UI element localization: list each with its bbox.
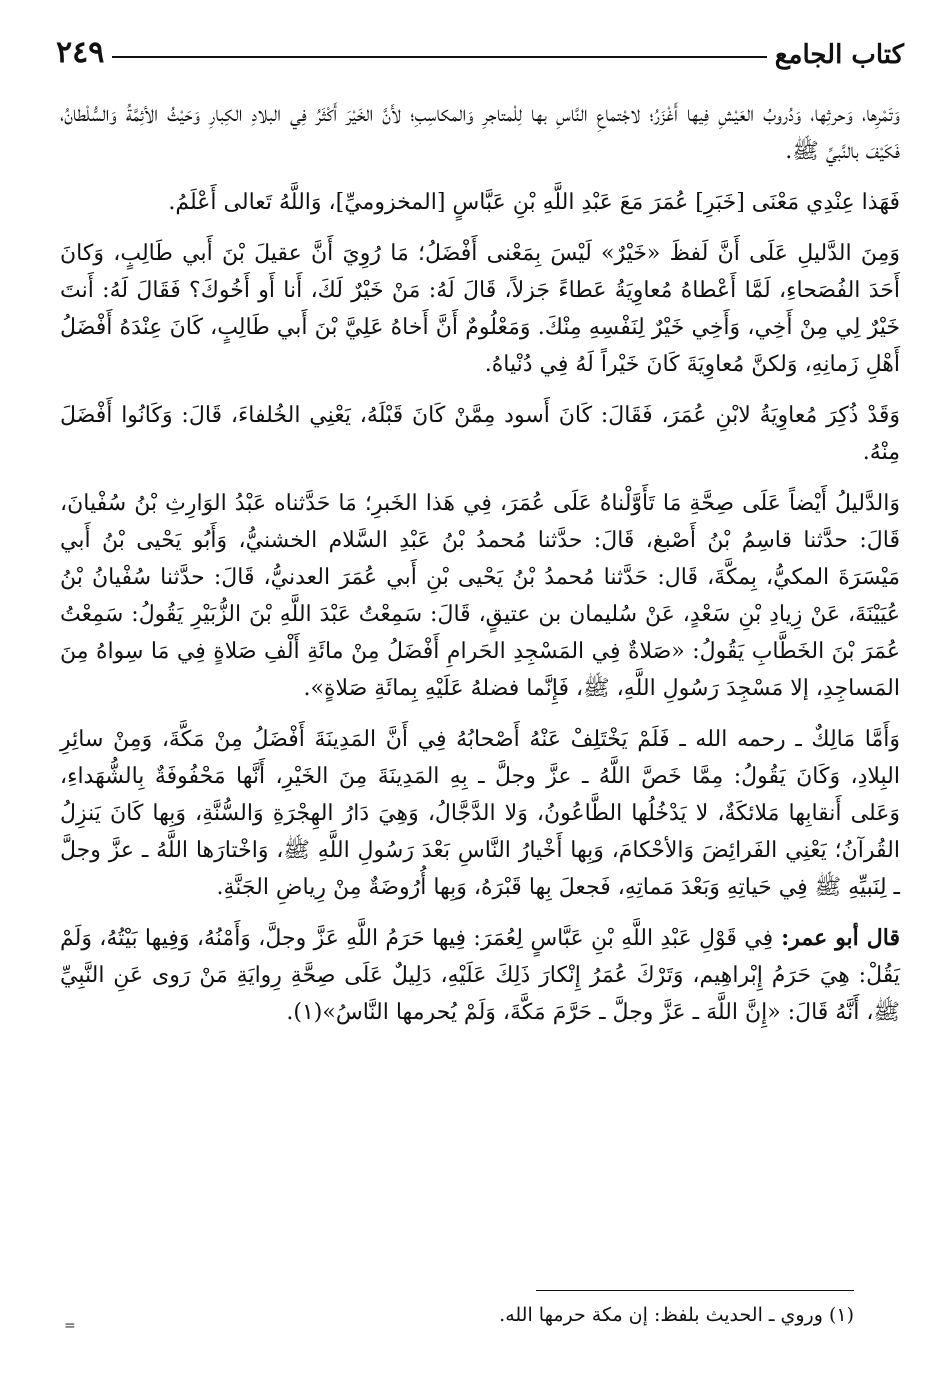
paragraph: وَقَدْ ذُكِرَ مُعاوِيَةُ لابْنِ عُمَرَ، فَقَالَ: كَانَ أَسود مِمَّنْ كَانَ قَبْلَهُ، يَعْنِي الخُلفاءَ، قَالَ: وَكَانُوا أَفْضَلَ مِنْهُ. xyxy=(60,403,900,465)
paragraph: وَأَمَّا مَالِكٌ ـ رحمه الله ـ فَلَمْ يَخْتَلِفْ عَنْهُ أَصْحابُهُ فِي أَنَّ المَدِينَةَ أَفْضَلُ مِنْ مَكَّةَ، وَمِنْ سائِرِ البِلادِ، وَكَانَ يَقُولُ: مِمَّا خَصَّ اللَّهُ ـ عزَّ وجلَّ ـ بِهِ المَدِينَةَ مِنَ الخَيْرِ، أَنَّها مَحْفُوفَةٌ بِالشُّهَداءِ، وَعَلى أَنقابِها مَلائكَةٌ، لا يَدْخُلُها الطَّاعُونُ، وَلا الدَّجَّالُ، وَهِيَ دَارُ الهِجْرَةِ وَالسُّنَّةِ، وَبِها كَانَ يَنزِلُ القُرآنُ؛ يَعْنِي الفَرائِضَ وَالأحْكامَ، وَبِها أَخْيارُ النَّاسِ بَعْدَ رَسُولِ اللَّهِ ﷺ، وَاخْتارَها اللَّهُ ـ عزَّ وجلَّ ـ لِنَبيِّهِ ﷺ فِي حَياتِهِ وَبَعْدَ مَماتِهِ، فَجعلَ بِها قَبْرَهُ، وَبِها أُرُوضَةٌ مِنْ رِياضِ الجَنَّةِ. xyxy=(60,727,900,900)
header-rule xyxy=(112,56,766,58)
paragraph: فَهَذا عِنْدِي مَعْنَى [خَبَرِ] عُمَرَ مَعَ عَبْدِ اللَّهِ بْنِ عَبَّاسٍ [المخزوميِّ]، وَاللَّهُ تَعالى أَعْلَمُ. xyxy=(168,190,900,215)
book-title: كتاب الجامع xyxy=(774,40,904,70)
paragraph: وَتَمْرِها، وَحرثِها، وَدُروبُ العَيْشِ فِيها أَغْزَرُ؛ لاجْتماعِ النَّاسِ بها لِلْمتاجرِ وَالمكاسِبِ؛ لأَنَّ الخَيْرَ أَكْثَرُ فِي البلادِ الكِبارِ وَحَيْثُ الأئِمَّةُ وَالسُّلْطانُ، فَكَيْفَ بالنَّبيِّ ﷺ. xyxy=(60,102,900,164)
margin-mark: = xyxy=(64,1318,76,1334)
footnote-separator xyxy=(536,1290,854,1291)
paragraph: قال أبو عمر: فِي قَوْلِ عَبْدِ اللَّهِ بْنِ عَبَّاسٍ لِعُمَرَ: فِيها حَرَمُ اللَّهِ عَزَّ وجلَّ، وَأَمْنُهُ، وَفِيها بَيْتُهُ، وَلَمْ يَقُلْ: هِيَ حَرَمُ إِبْراهِيم، وَتَرْكَ عُمَرُ إِنْكارَ ذَلِكَ عَلَيْهِ، دَلِيلٌ عَلَى صِحَّةِ رِوايَةِ مَنْ رَوى عَنِ النَّبِيِّ ﷺ، أَنَّهُ قَالَ: «إِنَّ اللَّهَ ـ عَزَّ وجلَّ ـ حَرَّمَ مَكَّةَ، وَلَمْ يُحرمها النَّاسُ»(١). xyxy=(60,925,900,1025)
paragraph: وَمِنَ الدَّليلِ عَلَى أَنَّ لَفظَ «خَيْرٌ» لَيْسَ بِمَعْنى أَفْضَلُ؛ مَا رُوِيَ أَنَّ عقيلَ بْنَ أَبي طَالِبٍ، وَكانَ أَحَدَ الفُصَحاءِ، لَمَّا أَعْطاهُ مُعاوِيَةُ عَطاءً جَزلاً، قَالَ لَهُ: مَنْ خَيْرٌ لَكَ، أَنا أَو أَخُوكَ؟ فَقَالَ لَهُ: أَنتَ خَيْرٌ لِي مِنْ أَخِي، وَأَخِي خَيْرٌ لِنَفْسِهِ مِنْكَ. وَمَعْلُومٌ أَنَّ أَخاهُ عَلِيَّ بْنَ أَبي طَالِبٍ، كَانَ عِنْدَهُ أَفْضَلُ أَهْلِ زَمانِهِ، وَلكنَّ مُعاوِيَةَ كَانَ خَيْراً لَهُ فِي دُنْياهُ. xyxy=(60,241,900,377)
page-number: ٢٤٩ xyxy=(56,35,105,70)
running-header xyxy=(56,22,904,70)
page-body xyxy=(60,96,900,1045)
paragraph: وَالدَّليلُ أَيْضاً عَلَى صِحَّةِ مَا تَأَوَّلْناهُ عَلَى عُمَرَ، فِي هَذا الخَبرِ؛ مَا حَدَّثناه عَبْدُ الوَارِثِ بْنُ سُفْيانَ، قَالَ: حدَّثنا قاسِمُ بْنُ أَصْبغ، قَالَ: حدَّثنا مُحمدُ بْنُ عَبْدِ السَّلام الخشنيُّ، وَأَبُو يَحْيى بْنُ أَبي مَيْسَرَةَ المكيُّ، بِمكَّةَ، قَال: حَدَّثنا مُحمدُ بْنُ يَحْيى بْنِ أَبي عُمَرَ العدنيُّ، قَالَ: حدَّثنا سُفْيانُ بْنُ عُيَيْنَةَ، عَنْ زِيادِ بْنِ سَعْدٍ، عَنْ سُليمان بن عتيقٍ، قَالَ: سَمِعْتُ عَبْدَ اللَّهِ بْنَ الزُّبَيْرِ يَقُولُ: سَمِعْتُ عُمَرَ بْنَ الخَطَّابِ يَقُولُ: «صَلاةٌ فِي المَسْجِدِ الحَرامِ أَفْضَلُ مِنْ مائَةِ أَلْفِ صَلاةٍ فِي مَا سِواهُ مِنَ المَساجِدِ، إلا مَسْجِدَ رَسُولِ اللَّهِ، ﷺ، فَإِنَّما فضلهُ عَلَيْهِ بِمائَةِ صَلاةٍ». xyxy=(60,491,900,701)
speaker-lead: قال أبو عمر: xyxy=(773,925,900,951)
footnote: (١) وروي ـ الحديث بلفظ: إن مكة حرمها الله. xyxy=(499,1304,854,1326)
